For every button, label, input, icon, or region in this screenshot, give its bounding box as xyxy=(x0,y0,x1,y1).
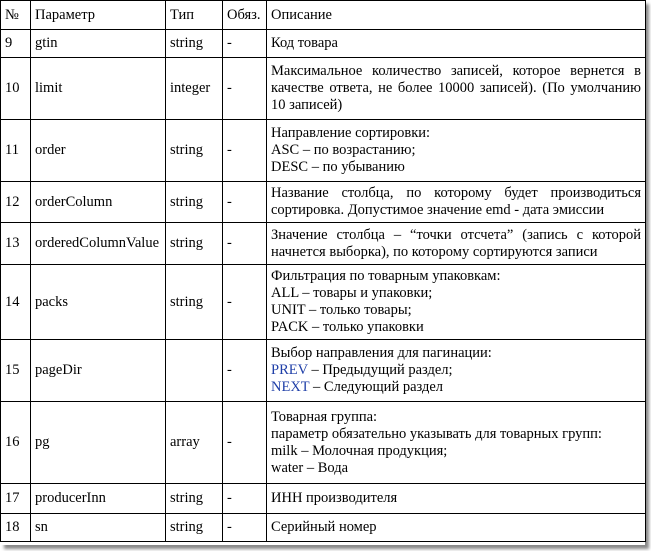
cell-param: sn xyxy=(31,514,166,542)
cell-num: 17 xyxy=(1,484,31,514)
header-param: Параметр xyxy=(31,1,166,30)
header-required: Обяз. xyxy=(223,1,267,30)
cell-description xyxy=(267,58,646,120)
cell-param: orderColumn xyxy=(31,182,166,223)
description-line: Товарная группа: xyxy=(271,408,378,425)
description-line: Код товара xyxy=(271,35,338,51)
cell-required: - xyxy=(223,223,267,265)
table-row xyxy=(1,340,646,402)
description-line: PACK – только упаковки xyxy=(271,319,424,335)
cell-required: - xyxy=(223,182,267,223)
cell-description xyxy=(267,340,646,402)
cell-num: 9 xyxy=(1,30,31,58)
description-line: – Предыдущий раздел; xyxy=(307,362,453,378)
cell-param: pageDir xyxy=(31,340,166,402)
description-line: Направление сортировки: xyxy=(271,125,431,141)
description-line: ИНН производителя xyxy=(271,490,398,506)
cell-description xyxy=(267,484,646,514)
cell-description xyxy=(267,30,646,58)
table-row xyxy=(1,223,646,265)
cell-param: limit xyxy=(31,58,166,120)
cell-type: string xyxy=(166,484,223,514)
cell-num: 16 xyxy=(1,402,31,484)
table-row xyxy=(1,402,646,484)
cell-type: string xyxy=(166,182,223,223)
cell-type: string xyxy=(166,120,223,182)
cell-type xyxy=(166,340,223,402)
table-header-row xyxy=(1,1,646,30)
description-line: параметр обязательно указывать для товарных групп: xyxy=(271,425,602,442)
cell-description xyxy=(267,120,646,182)
cell-num: 13 xyxy=(1,223,31,265)
description-line: Серийный номер xyxy=(271,519,377,535)
cell-required: - xyxy=(223,58,267,120)
header-type: Тип xyxy=(166,1,223,30)
cell-description xyxy=(267,402,646,484)
cell-description xyxy=(267,514,646,542)
table-row xyxy=(1,514,646,542)
table-row xyxy=(1,120,646,182)
table-row xyxy=(1,182,646,223)
description-key: NEXT xyxy=(271,379,310,395)
table-row xyxy=(1,484,646,514)
cell-type: string xyxy=(166,514,223,542)
description-line: Фильтрация по товарным упаковкам: xyxy=(271,268,501,284)
description-line: water – Вода xyxy=(271,459,349,476)
cell-type: string xyxy=(166,30,223,58)
cell-num: 10 xyxy=(1,58,31,120)
table-row xyxy=(1,265,646,340)
cell-type: integer xyxy=(166,58,223,120)
cell-required: - xyxy=(223,402,267,484)
description-line: UNIT – только товары; xyxy=(271,302,412,318)
description-line: – Следующий раздел xyxy=(309,379,444,395)
description-line: ALL – товары и упаковки; xyxy=(271,285,433,301)
cell-num: 18 xyxy=(1,514,31,542)
description-line: milk – Молочная продукция; xyxy=(271,442,448,459)
cell-description xyxy=(267,223,646,265)
cell-required: - xyxy=(223,340,267,402)
cell-num: 11 xyxy=(1,120,31,182)
cell-description xyxy=(267,182,646,223)
description-line: Название столбца, по которому будет производиться сортировка. Допустимое значение emd - дата эмиссии xyxy=(271,185,641,218)
description-line: ASC – по возрастанию; xyxy=(271,142,416,158)
cell-description xyxy=(267,265,646,340)
description-line: Выбор направления для пагинации: xyxy=(271,345,492,361)
header-description: Описание xyxy=(267,1,646,30)
table-row xyxy=(1,58,646,120)
cell-type: string xyxy=(166,265,223,340)
cell-param: gtin xyxy=(31,30,166,58)
cell-required: - xyxy=(223,514,267,542)
description-line: Значение столбца – “точки отсчета” (запись с которой начнется выборка), по которому сортируются записи xyxy=(271,226,641,260)
cell-param: producerInn xyxy=(31,484,166,514)
cell-required: - xyxy=(223,484,267,514)
cell-num: 12 xyxy=(1,182,31,223)
cell-type: array xyxy=(166,402,223,484)
cell-num: 14 xyxy=(1,265,31,340)
cell-num: 15 xyxy=(1,340,31,402)
header-num: № xyxy=(1,1,31,30)
cell-param: order xyxy=(31,120,166,182)
description-line: Максимальное количество записей, которое вернется в качестве ответа, не более 10000 записей). (По умолчанию 10 записей) xyxy=(271,63,641,113)
description-key: PREV xyxy=(271,362,308,378)
cell-required: - xyxy=(223,265,267,340)
cell-required: - xyxy=(223,30,267,58)
cell-param: packs xyxy=(31,265,166,340)
cell-type: string xyxy=(166,223,223,265)
description-line: DESC – по убыванию xyxy=(271,159,405,175)
cell-required: - xyxy=(223,120,267,182)
cell-param: orderedColumnValue xyxy=(31,223,166,265)
cell-param: pg xyxy=(31,402,166,484)
table-row xyxy=(1,30,646,58)
